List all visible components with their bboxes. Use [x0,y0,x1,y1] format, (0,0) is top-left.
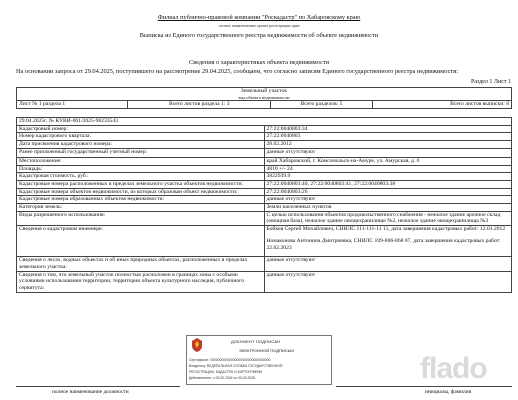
row-value: 28.02.2012 [264,141,512,149]
row-value: 27:22:0040803 [264,133,512,141]
row-value: Бобков Сергей Михайлович, СНИЛС 111-111-11 11, дата завершения кадастровых работ: 12.01.2012 [266,226,506,233]
row-label: Сведения о том, что земельный участок полностью расположен в границах зоны с особыми условиями использования территории, территории объекта культурного наследия, публичного сервитута: [17,271,265,292]
row-value-2: Номаконова Антонина Дмитриевна, СНИЛС 109-806-868 87, дата завершения кадастровых работ: 22.02.2023 [266,237,501,251]
row-label: Кадастровые номера объектов недвижимости, из которых образован объект недвижимости: [17,188,265,196]
certificate-line: Сертификат: 00000000000000000000000000000000 [189,358,271,362]
table-row [17,141,512,149]
row-value: 27:22:0040803:34 [264,125,512,133]
row-value: данные отсутствуют [264,271,512,292]
object-type-cell [17,88,512,101]
object-type-row [17,88,512,101]
table-row [17,148,512,157]
row-label: Местоположение: [17,157,265,165]
name-line [336,386,512,387]
table-row [17,125,512,133]
row-value: данные отсутствуют [264,148,512,157]
row-value: данные отсутствуют [264,196,512,204]
table-row [17,173,512,181]
row-label: Сведения о лесах, водных объектах и об иных природных объектах, расположенных в пределах земельного участка: [17,257,265,271]
table-row [17,257,512,271]
row-label: Виды разрешенного использования: [17,211,265,225]
position-line [16,386,180,387]
table-row [17,165,512,173]
row-label: Сведения о кадастровом инженере: [17,226,265,257]
name-caption: инициалы, фамилия [425,389,472,395]
coat-of-arms-icon [189,337,205,353]
total-sections: Всего разделов: 5 [271,101,373,109]
object-details-table [16,117,512,293]
row-value: Земли населенных пунктов [264,204,512,212]
row-label: Кадастровая стоимость, руб.: [17,173,265,181]
sheet-label: Раздел 1 Лист 1 [470,79,511,85]
table-row [17,226,512,257]
section-heading: Сведения о характеристиках объекта недвижимости [189,59,329,66]
position-caption: полное наименование должности [52,389,129,395]
row-label: Категория земель: [17,204,265,212]
org-subcaption: полное наименование органа регистрации прав [218,23,300,28]
sheet-no: Лист № 1 раздела 1 [17,101,128,109]
org-name: Филиал публично-правовой компании "Роскадастр" по Хабаровскому краю [157,14,361,21]
table-row [17,204,512,212]
object-type: Земельный участок [240,88,288,94]
row-label: Кадастровые номера образованных объектов недвижимости: [17,196,265,204]
row-label: Ранее присвоенный государственный учетный номер: [17,148,265,157]
validity-line: Действителен: с 00.00.2024 по 00.00.2025 [189,376,256,380]
row-value: 27:22:0040803:40, 27:22:0040803:41, 27:22:0040803:38 [264,180,512,188]
table-row [17,211,512,225]
date-number-row [17,118,512,126]
date-number: 29.04.2025г. № КУВИ-001/2025-98233543 [17,118,512,126]
row-value: 4810 +/- 24 [264,165,512,173]
row-value-cell [264,226,512,257]
signature-subtitle: ЭЛЕКТРОННОЙ ПОДПИСЬЮ [239,348,295,353]
table-row [17,133,512,141]
row-value: 3822939.9 [264,173,512,181]
total-sheets: Всего листов выписки: 8 [372,101,511,109]
row-value: С целью использования объектов продовольственного снабжения - нежилое здание арочное склад (овощная база), нежилое здание овощехранилище №2, нежилое здание овощехранилища №3 [264,211,512,225]
row-value: 27:22:0040803:26 [264,188,512,196]
total-sheets-section: Всего листов раздела 1: 3 [128,101,271,109]
table-row [17,157,512,165]
row-label: Номер кадастрового квартала: [17,133,265,141]
object-header-table [16,87,512,109]
row-label: Кадастровые номера расположенных в пределах земельного участка объектов недвижимости: [17,180,265,188]
owner-line-2: РЕГИСТРАЦИИ, КАДАСТРА И КАРТОГРАФИИ [189,370,262,374]
table-row [17,188,512,196]
basis-text: На основании запроса от 29.04.2025, поступившего на рассмотрение 29.04.2025, сообщаем, что согласно записям Единого государственного реестра недвижимости: [16,68,459,75]
row-value: данные отсутствуют [264,257,512,271]
sheet-info-row [17,101,512,109]
table-row [17,180,512,188]
row-label: Кадастровый номер: [17,125,265,133]
row-label: Площадь: [17,165,265,173]
row-value: край Хабаровский, г. Комсомольск-на-Амуре, ул. Амурская, д. 6 [264,157,512,165]
row-label: Дата присвоения кадастрового номера: [17,141,265,149]
table-row [17,196,512,204]
signature-title: ДОКУМЕНТ ПОДПИСАН [231,339,281,344]
owner-line: Владелец: ФЕДЕРАЛЬНАЯ СЛУЖБА ГОСУДАРСТВЕННОЙ [189,364,283,368]
table-row [17,271,512,292]
watermark-logo: flado [420,352,487,385]
extract-title: Выписка из Единого государственного реестра недвижимости об объекте недвижимости [139,32,379,39]
object-type-sub: вид объекта недвижимости [238,94,290,100]
electronic-signature-stamp [186,335,332,385]
